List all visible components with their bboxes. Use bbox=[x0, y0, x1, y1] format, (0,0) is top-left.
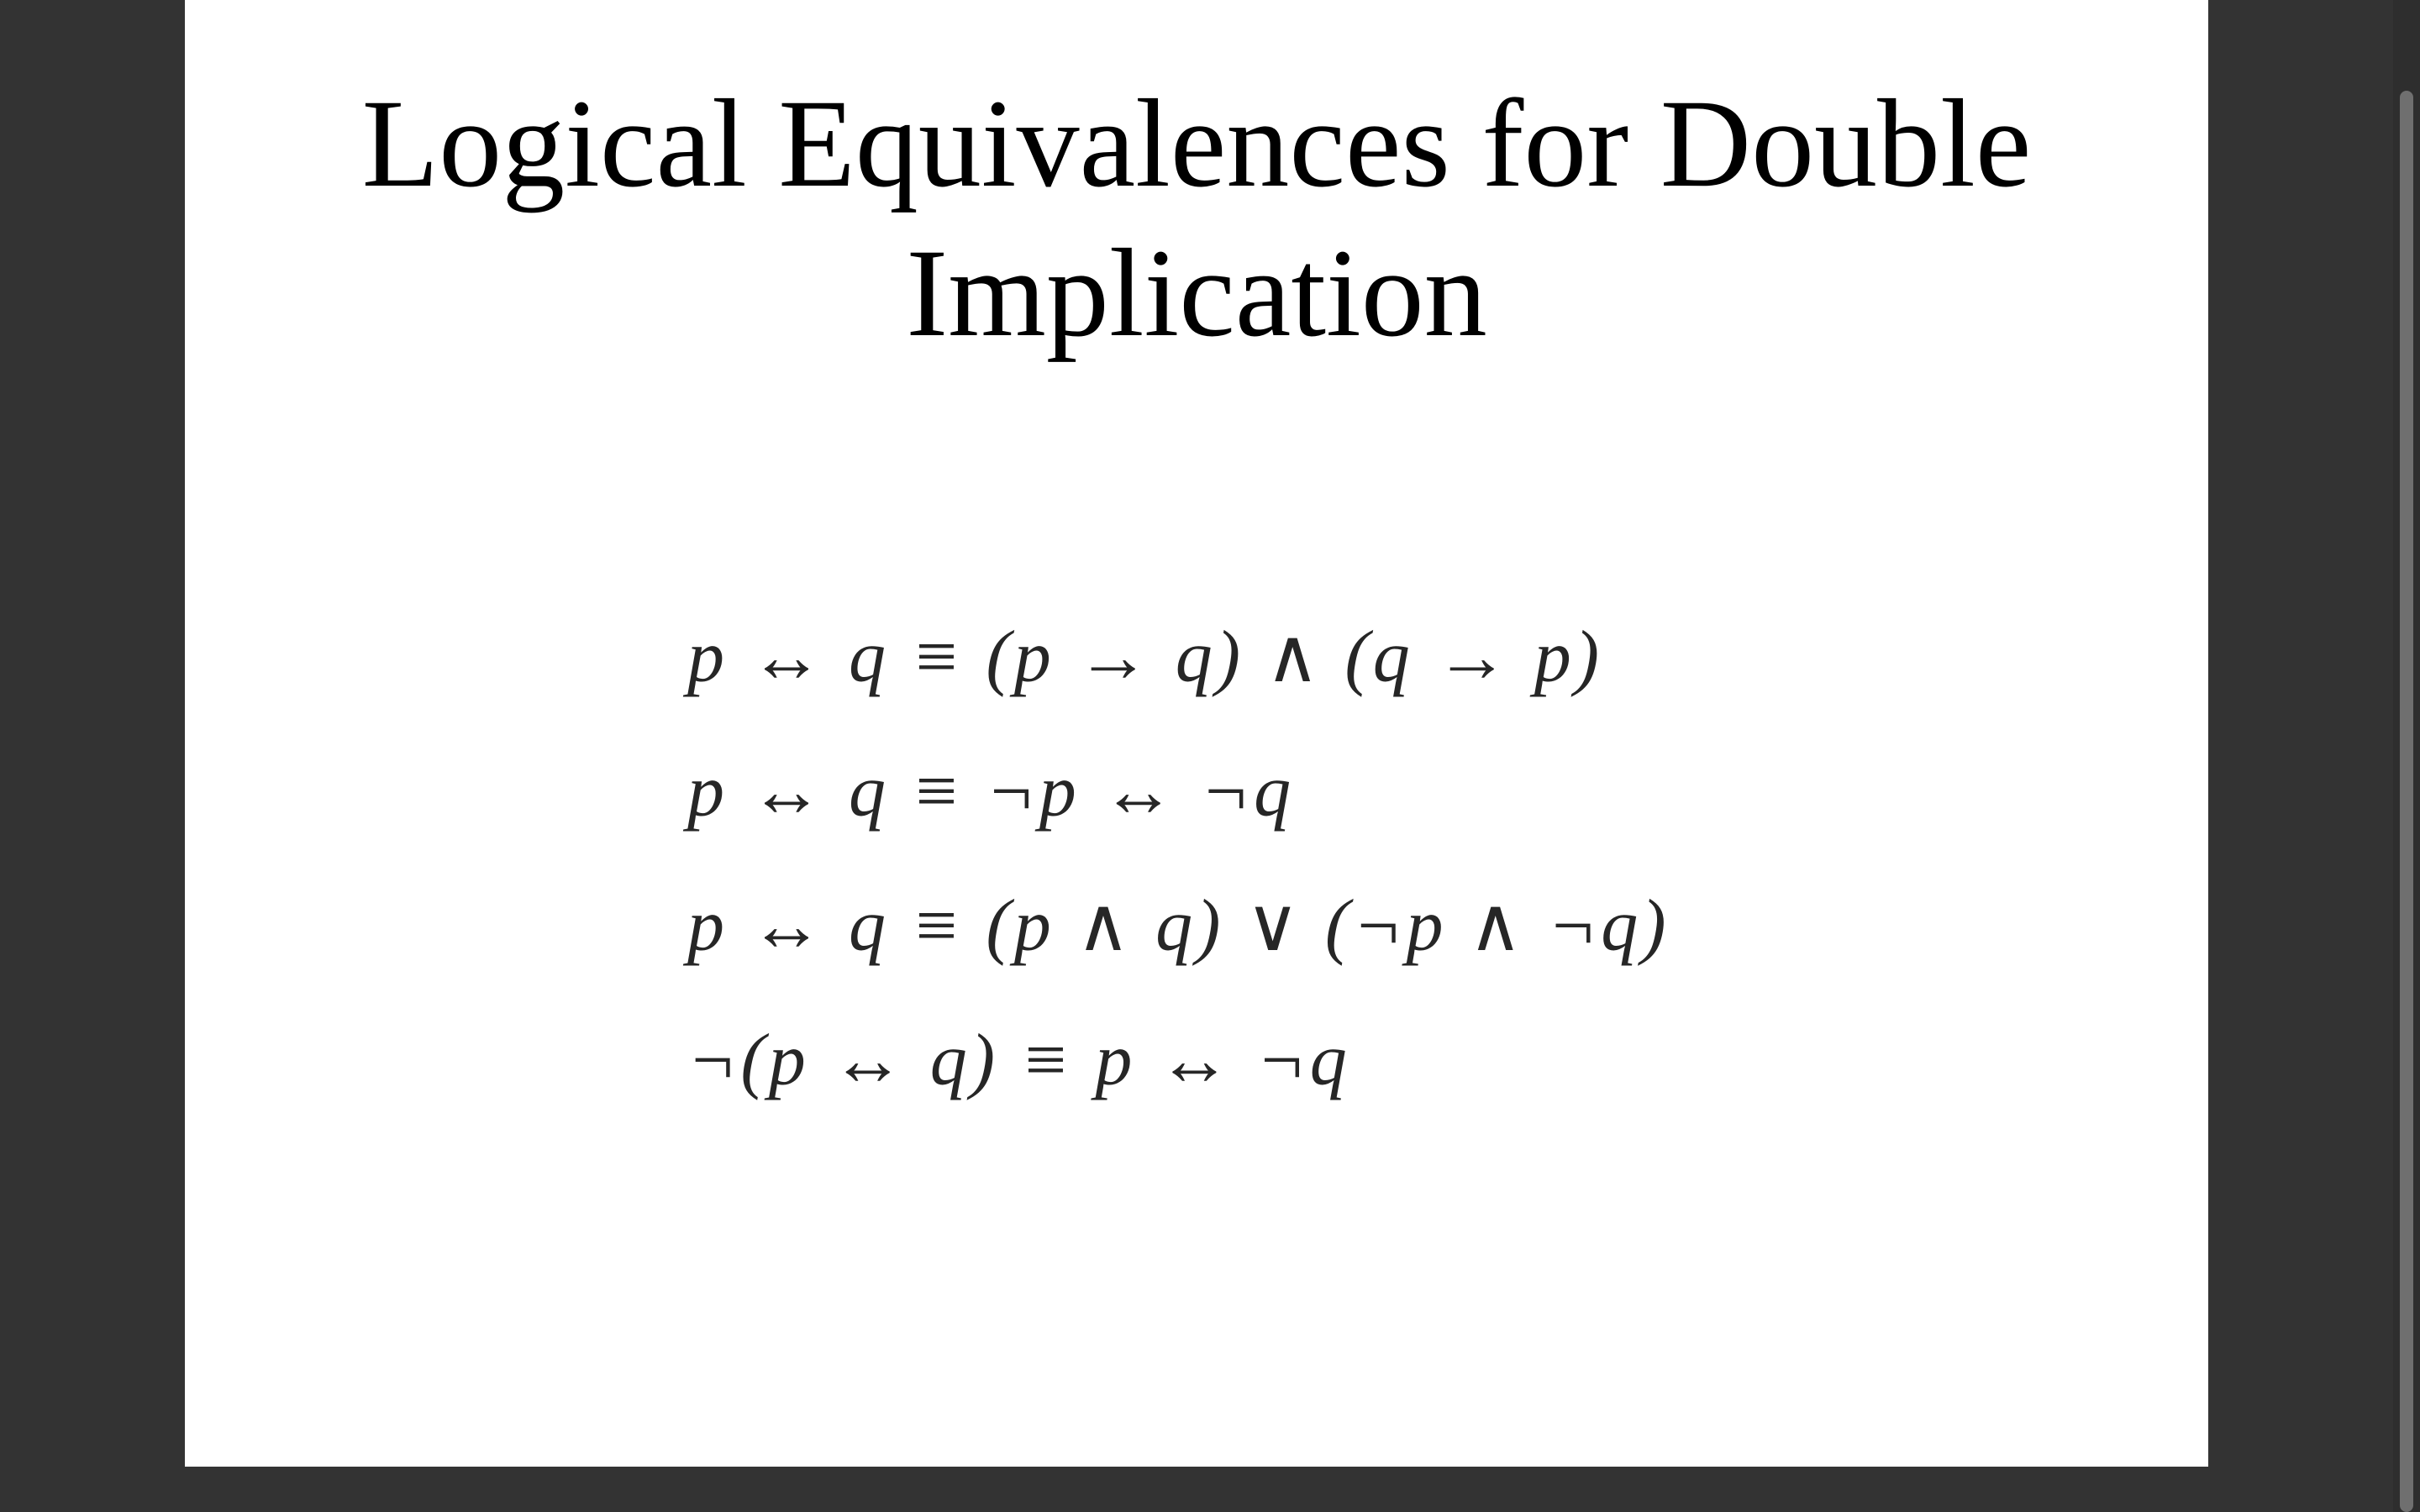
slide-page bbox=[185, 0, 2208, 1467]
equation-4: ¬(p ↔ q) ≡ p ↔ ¬q bbox=[687, 1020, 1350, 1101]
scrollbar-thumb[interactable] bbox=[2400, 91, 2413, 1512]
equation-2: p ↔ q ≡ ¬p ↔ ¬q bbox=[687, 751, 1295, 832]
vertical-scrollbar[interactable] bbox=[2393, 0, 2420, 1512]
equation-list bbox=[687, 603, 1670, 1141]
title-line-1: Logical Equivalences for Double bbox=[361, 74, 2032, 213]
title-line-2: Implication bbox=[906, 223, 1487, 363]
page-title bbox=[185, 69, 2208, 368]
equation-3: p ↔ q ≡ (p ∧ q) ∨ (¬p ∧ ¬q) bbox=[687, 885, 1670, 967]
equation-1: p ↔ q ≡ (p → q) ∧ (q → p) bbox=[687, 617, 1603, 698]
